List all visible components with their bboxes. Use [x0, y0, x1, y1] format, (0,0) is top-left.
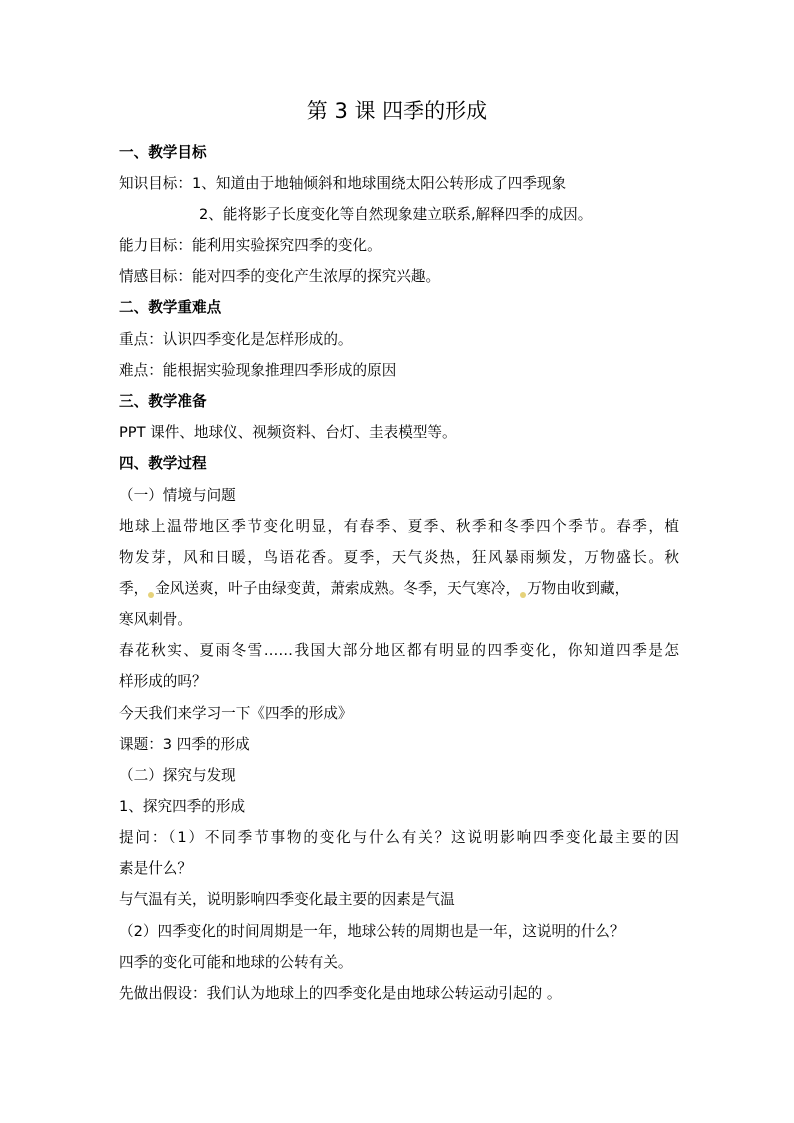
- knowledge-objective-1: 知识目标：1、知道由于地轴倾斜和地球围绕太阳公转形成了四季现象: [119, 175, 567, 192]
- paragraph-seasons-line-1: 地球上温带地区季节变化明显，有春季、夏季、秋季和冬季四个季节。春季，植: [119, 518, 679, 535]
- mark-dot: [520, 592, 526, 598]
- question-1-line-1: 提问：（1）不同季节事物的变化与什么有关？这说明影响四季变化最主要的因: [119, 829, 679, 846]
- page-title: 第 3 课 四季的形成: [306, 99, 488, 123]
- question-2: （2）四季变化的时间周期是一年，地球公转的周期也是一年，这说明的什么？: [119, 923, 625, 940]
- item-explore-seasons: 1、探究四季的形成: [119, 798, 246, 815]
- today-lesson: 今天我们来学习一下《四季的形成》: [119, 705, 353, 722]
- paragraph-fragment: 万物由收到藏，: [527, 580, 630, 597]
- paragraph-question-line-1: 春花秋实、夏雨冬雪……我国大部分地区都有明显的四季变化，你知道四季是怎: [119, 642, 679, 659]
- paragraph-seasons-line-2: 物发芽，风和日暖，鸟语花香。夏季，天气炎热，狂风暴雨频发，万物盛长。秋: [119, 549, 679, 566]
- heading-key-difficult-points: 二、教学重难点: [119, 299, 222, 316]
- paragraph-fragment: 季，: [119, 580, 149, 597]
- emotion-objective: 情感目标：能对四季的变化产生浓厚的探究兴趣。: [119, 268, 441, 285]
- paragraph-seasons-line-3: [119, 578, 679, 600]
- answer-2: 四季的变化可能和地球的公转有关。: [119, 954, 353, 971]
- question-1-line-2: 素是什么？: [119, 860, 192, 877]
- paragraph-fragment: 金风送爽，叶子由绿变黄，萧索成熟。冬季，天气寒冷，: [155, 580, 521, 597]
- key-point: 重点：认识四季变化是怎样形成的。: [119, 331, 353, 348]
- difficult-point: 难点：能根据实验现象推理四季形成的原因: [119, 362, 397, 379]
- subheading-explore-discover: （二）探究与发现: [119, 767, 236, 784]
- answer-1: 与气温有关，说明影响四季变化最主要的因素是气温: [119, 891, 455, 908]
- heading-teaching-objectives: 一、教学目标: [119, 144, 207, 161]
- mark-dot: [148, 592, 154, 598]
- paragraph-seasons-line-4: 寒风刺骨。: [119, 611, 192, 628]
- heading-teaching-preparation: 三、教学准备: [119, 393, 207, 410]
- heading-teaching-process: 四、教学过程: [119, 455, 207, 472]
- lesson-topic: 课题：3 四季的形成: [119, 736, 250, 753]
- subheading-situation-question: （一）情境与问题: [119, 487, 236, 504]
- paragraph-question-line-2: 样形成的吗？: [119, 673, 207, 690]
- knowledge-objective-2: 2、能将影子长度变化等自然现象建立联系,解释四季的成因。: [199, 206, 593, 223]
- hypothesis: 先做出假设：我们认为地球上的四季变化是由地球公转运动引起的 。: [119, 985, 562, 1002]
- ability-objective: 能力目标：能利用实验探究四季的变化。: [119, 237, 382, 254]
- preparation-materials: PPT 课件、地球仪、视频资料、台灯、圭表模型等。: [119, 424, 457, 441]
